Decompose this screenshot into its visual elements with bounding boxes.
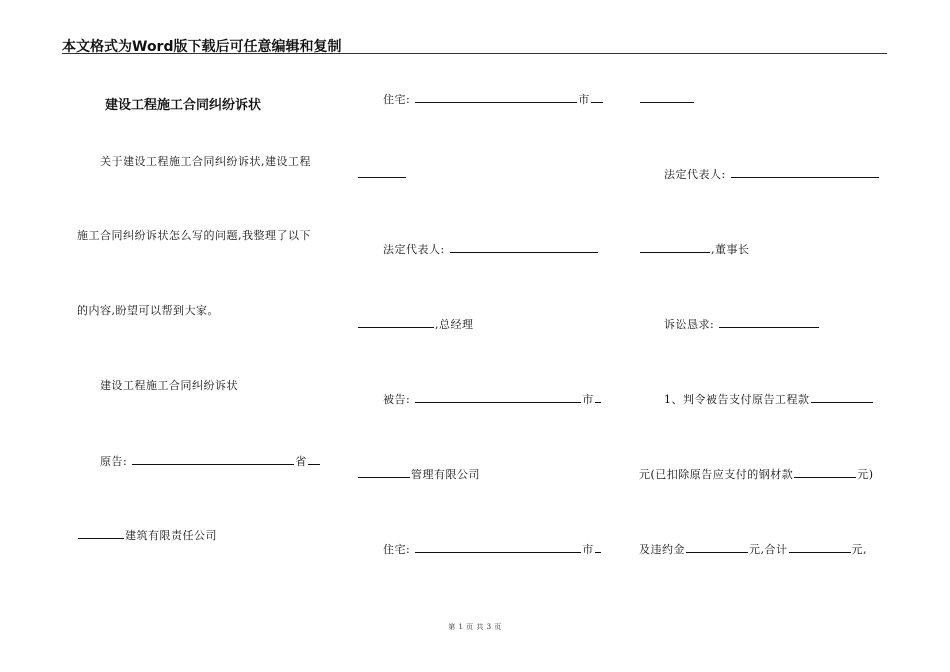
legal-rep-label: 法定代表人:	[383, 243, 445, 256]
col3-top-blank	[640, 102, 694, 103]
document-title: 建设工程施工合同纠纷诉状	[105, 98, 262, 113]
address2-city: 市	[582, 543, 594, 556]
address-line	[383, 93, 604, 107]
defendant-city-blank	[595, 402, 601, 403]
plaintiff-blank	[132, 464, 294, 465]
claim1-line3-b: 元,合计	[749, 543, 788, 556]
chairman-blank	[640, 252, 710, 253]
claim1-line3-c: 元,	[851, 543, 867, 556]
plaintiff-label: 原告:	[100, 455, 128, 468]
plaintiff-company-line	[77, 529, 217, 543]
col3-legal-rep-blank	[731, 177, 879, 178]
plaintiff-line	[100, 455, 321, 469]
address-label: 住宅:	[383, 93, 411, 106]
claim1-line3	[639, 543, 867, 557]
defendant-company-line	[357, 468, 480, 482]
intro-line-2: 施工合同纠纷诉状怎么写的问题,我整理了以下	[77, 229, 311, 242]
legal-rep-line	[383, 243, 599, 257]
defendant-label: 被告:	[383, 393, 411, 406]
claims-blank	[719, 327, 819, 328]
defendant-blank	[415, 402, 581, 403]
general-manager-label: ,总经理	[435, 318, 474, 331]
general-manager-blank	[358, 327, 434, 328]
penalty-blank	[686, 552, 748, 553]
address-blank	[415, 102, 577, 103]
chairman-line	[639, 243, 750, 257]
general-manager-line	[357, 318, 474, 332]
address-city-blank	[591, 102, 603, 103]
plaintiff-province-blank	[308, 464, 320, 465]
claims-line	[664, 318, 820, 332]
address-cont-blank	[358, 177, 406, 178]
header-text: 本文格式为Word版下载后可任意编辑和复制	[62, 39, 342, 55]
address-cont-line	[357, 168, 407, 182]
defendant-line	[383, 393, 602, 407]
claim1-cont-line	[639, 468, 874, 482]
section-heading: 建设工程施工合同纠纷诉状	[100, 379, 238, 392]
address2-line	[383, 543, 602, 557]
col3-legal-rep-label: 法定代表人:	[664, 168, 726, 181]
address2-blank	[415, 552, 581, 553]
chairman-label: ,董事长	[711, 243, 750, 256]
intro-line-3: 的内容,盼望可以帮到大家。	[77, 304, 219, 317]
total-blank	[789, 552, 851, 553]
plaintiff-company-blank	[78, 538, 124, 539]
defendant-city: 市	[582, 393, 594, 406]
page-number: 第 1 页 共 3 页	[448, 623, 502, 631]
legal-rep-blank	[450, 252, 598, 253]
plaintiff-company: 建筑有限责任公司	[125, 529, 217, 542]
claims-label: 诉讼恳求:	[664, 318, 715, 331]
claim1-line3-a: 及违约金	[639, 543, 685, 556]
claim1-cont-a: 元(已扣除原告应支付的钢材款	[639, 468, 794, 481]
col3-legal-rep-line	[664, 168, 880, 182]
address2-city-blank	[595, 552, 601, 553]
plaintiff-province: 省	[295, 455, 307, 468]
address-city: 市	[578, 93, 590, 106]
claim1-blank	[811, 402, 873, 403]
defendant-company-blank	[358, 477, 410, 478]
claim1-line	[664, 393, 874, 407]
claim1-text: 1、判令被告支付原告工程款	[664, 393, 810, 406]
col3-top-line	[639, 93, 695, 107]
defendant-company: 管理有限公司	[411, 468, 480, 481]
claim1-cont-blank	[794, 477, 856, 478]
address2-label: 住宅:	[383, 543, 411, 556]
header-divider	[62, 53, 887, 54]
claim1-cont-b: 元)	[857, 468, 874, 481]
intro-line-1: 关于建设工程施工合同纠纷诉状,建设工程	[100, 155, 311, 168]
